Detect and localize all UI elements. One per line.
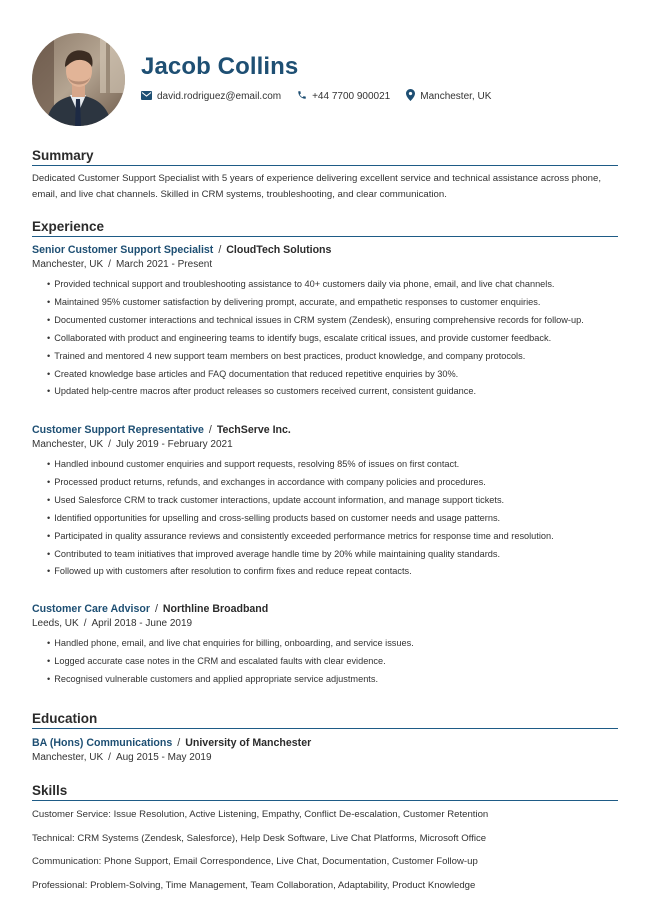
job-dates: April 2018 - June 2019 [91,618,193,629]
location-contact [406,89,491,104]
job-heading: Customer Care Advisor / Northline Broadband [32,603,269,615]
section-title-education: Education [32,711,618,729]
section-title-summary: Summary [32,148,618,166]
bullet-item: • Updated help-centre macros after product releases so customers received current, consistent guidance. [47,383,618,401]
job-location: Leeds, UK [32,618,79,629]
bullet-item: • Processed product returns, refunds, and exchanges in accordance with company policies and procedures. [47,474,618,492]
job-entry [32,603,618,689]
skill-line: Communication: Phone Support, Email Correspondence, Live Chat, Documentation, Customer Follow-up [32,856,478,867]
bullet-item: • Contributed to team initiatives that improved average handle time by 20% while maintaining quality standards. [47,546,618,564]
job-meta: Leeds, UK / April 2018 - June 2019 [32,618,193,629]
bullet-item: • Maintained 95% customer satisfaction by delivering prompt, accurate, and empathetic responses to customer enquiries. [47,294,618,312]
bullet-item: • Used Salesforce CRM to track customer interactions, update account information, and manage support tickets. [47,492,618,510]
education-section [32,711,618,763]
bullet-item: • Created knowledge base articles and FAQ documentation that reduced repetitive enquiries by 30%. [47,366,618,384]
job-location: Manchester, UK [32,259,104,270]
email-contact[interactable] [141,91,281,103]
email-text: david.rodriguez@email.com [157,91,282,102]
bullet-item: • Provided technical support and troubleshooting assistance to 40+ customers daily via phone, email, and live chat channels. [47,276,618,294]
bullet-item: • Handled phone, email, and live chat enquiries for billing, onboarding, and service issues. [47,635,618,653]
skill-line: Technical: CRM Systems (Zendesk, Salesforce), Help Desk Software, Live Chat Platforms, Microsoft Office [32,832,487,844]
bullet-item: • Handled inbound customer enquiries and support requests, resolving 85% of issues on first contact. [47,456,618,474]
education-location: Manchester, UK [32,752,104,763]
job-dates: March 2021 - Present [115,259,213,270]
skill-line: Customer Service: Issue Resolution, Active Listening, Empathy, Conflict De-escalation, Customer Retention [32,809,489,820]
school: University of Manchester [185,737,312,749]
bullet-item: • Participated in quality assurance reviews and consistently exceeded performance metrics for response time and resolution. [47,528,618,546]
job-bullets [47,635,618,689]
experience-section [32,219,618,237]
education-dates: Aug 2015 - May 2019 [115,752,212,763]
job-company: CloudTech Solutions [226,244,332,256]
job-location: Manchester, UK [32,439,104,450]
job-company: TechServe Inc. [216,424,291,436]
bullet-item: • Documented customer interactions and technical issues in CRM system (Zendesk), ensuring comprehensive records for follow-up. [47,312,618,330]
bullet-item: • Followed up with customers after resolution to confirm fixes and reduce repeat contacts. [47,563,618,581]
job-heading: Senior Customer Support Specialist / CloudTech Solutions [32,244,332,256]
job-meta: Manchester, UK / July 2019 - February 2021 [32,439,233,450]
summary-text: Dedicated Customer Support Specialist with 5 years of experience delivering excellent service and technical assistance across phone, email, and live chat channels. Skilled in CRM systems, troubleshooting, and clear communication. [32,173,601,200]
degree: BA (Hons) Communications [32,737,173,749]
skills-section [32,783,618,897]
bullet-item: • Collaborated with product and engineering teams to identify bugs, escalate critical issues, and provide customer feedback. [47,330,618,348]
job-dates: July 2019 - February 2021 [115,439,233,450]
job-role: Senior Customer Support Specialist [32,244,214,256]
bullet-item: • Identified opportunities for upselling and cross-selling products based on customer needs and usage patterns. [47,510,618,528]
skill-line: Professional: Problem-Solving, Time Management, Team Collaboration, Adaptability, Product Knowledge [32,879,476,891]
location-text: Manchester, UK [420,91,492,102]
job-heading: Customer Support Representative / TechServe Inc. [32,424,291,436]
education-meta: Manchester, UK / Aug 2015 - May 2019 [32,752,212,763]
section-title-experience: Experience [32,219,618,237]
education-heading: BA (Hons) Communications / University of Manchester [32,737,312,749]
job-company: Northline Broadband [162,603,269,615]
resume-header [32,33,618,127]
location-pin-icon [406,89,420,104]
mail-icon [141,91,157,103]
summary-section [32,148,618,203]
job-bullets [47,276,618,401]
phone-contact[interactable] [297,90,390,103]
job-meta: Manchester, UK / March 2021 - Present [32,259,213,270]
job-bullets [47,456,618,581]
section-title-skills: Skills [32,783,618,801]
phone-icon [297,90,312,103]
candidate-name: Jacob Collins [141,53,299,80]
skills-list [32,803,618,897]
avatar [32,33,125,126]
bullet-item: • Trained and mentored 4 new support team members on best practices, product knowledge, and company protocols. [47,348,618,366]
job-role: Customer Care Advisor [32,603,150,615]
job-role: Customer Support Representative [32,424,204,436]
bullet-item: • Logged accurate case notes in the CRM and escalated faults with clear evidence. [47,653,618,671]
job-entry [32,244,618,401]
job-entry [32,424,618,581]
bullet-item: • Recognised vulnerable customers and applied appropriate service adjustments. [47,671,618,689]
phone-text: +44 7700 900021 [312,91,391,102]
contact-info [141,89,507,104]
